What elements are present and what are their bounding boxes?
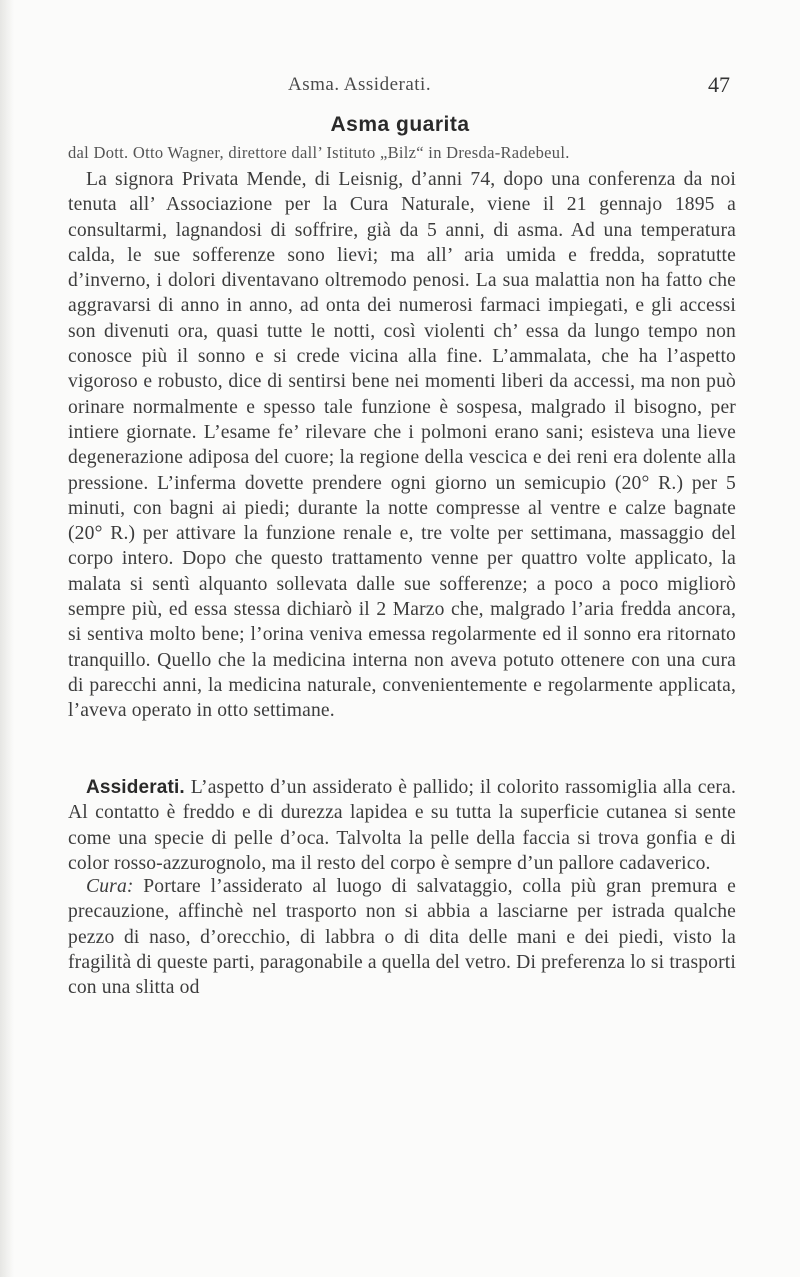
cura-text: Portare l’assiderato al luogo di salvataggio, colla più gran premura e precauzione, affinchè nel trasporto non si abbia a lasciarne per istrada qualche pezzo di naso, d’orecchio, di labbra o di dita delle mani e dei piedi, visto la fragilità di queste parti, paragonabile a quella del vetro. Di preferenza lo si trasporti con una slitta od [68, 876, 736, 999]
running-title: Asma. Assiderati. [288, 74, 432, 95]
page-number: 47 [708, 72, 730, 97]
cura-label: Cura: [86, 876, 134, 897]
article-body [68, 167, 736, 724]
article-paragraph: La signora Privata Mende, di Leisnig, d’anni 74, dopo una conferenza da noi tenuta all’ Associazione per la Cura Naturale, viene il 21 gennajo 1895 a consultarmi, lagnandosi di soffrire, già da 5 anni, di asma. Ad una temperatura calda, le sue sofferenze sono lievi; ma all’ aria umida e fredda, sopratutte d’inverno, i dolori diventavano oltremodo penosi. La sua malattia non ha fatto che aggravarsi di anno in anno, ad onta dei numerosi farmaci impiegati, e gli accessi son divenuti ora, quasi tutte le notti, così violenti ch’ essa da lungo tempo non conosce più il sonno e si crede vicina alla fine. L’ammalata, che ha l’aspetto vigoroso e robusto, dice di sentirsi bene nei momenti liberi da accessi, ma non può orinare normalmente e spesso tale funzione è sospesa, malgrado il bisogno, per intiere giornate. L’esame fe’ rilevare che i polmoni erano sani; esisteva una lieve degenerazione adiposa del cuore; la regione della vescica e dei reni era dolente alla pressione. L’inferma dovette prendere ogni giorno un semicupio (20° R.) per 5 minuti, con bagni ai piedi; durante la notte compresse al ventre e calze bagnate (20° R.) per attivare la funzione renale e, tre volte per settimana, massaggio del corpo intero. Dopo che questo trattamento venne per quattro volte applicato, la malata si sentì alquanto sollevata dalle sue sofferenze; a poco a poco migliorò sempre più, ed essa stessa dichiarò il 2 Marzo che, malgrado l’aria fredda ancora, si sentiva molto bene; l’orina veniva emessa regolarmente ed il sonno era ritornato tranquillo. Quello che la medicina interna non aveva potuto ottenere con una cura di parecchi anni, la medicina naturale, convenientemente e regolarmente applicata, l’aveva operato in otto settimane. [68, 169, 736, 722]
page-spine-shadow [0, 0, 14, 1277]
article-byline: dal Dott. Otto Wagner, direttore dall’ Istituto „Bilz“ in Dresda-Radebeul. [68, 143, 570, 162]
section-heading: Assiderati. [86, 777, 185, 798]
assiderati-paragraph [68, 775, 736, 876]
article-title: Asma guarita [330, 113, 470, 136]
page-header [60, 74, 730, 104]
cura-section [68, 874, 736, 1000]
section-intro: L’aspetto d’un assiderato è pallido; il colorito rassomiglia alla cera. Al contatto è freddo e di durezza lapidea e su tutta la superficie cutanea si sente come una specie di pelle d’oca. Talvolta la pelle della faccia si trova gonfia e di color rosso-azzurognolo, ma il resto del corpo è sempre d’un pallore cadaverico. [68, 777, 736, 874]
assiderati-section [68, 775, 736, 876]
cura-paragraph [68, 874, 736, 1000]
